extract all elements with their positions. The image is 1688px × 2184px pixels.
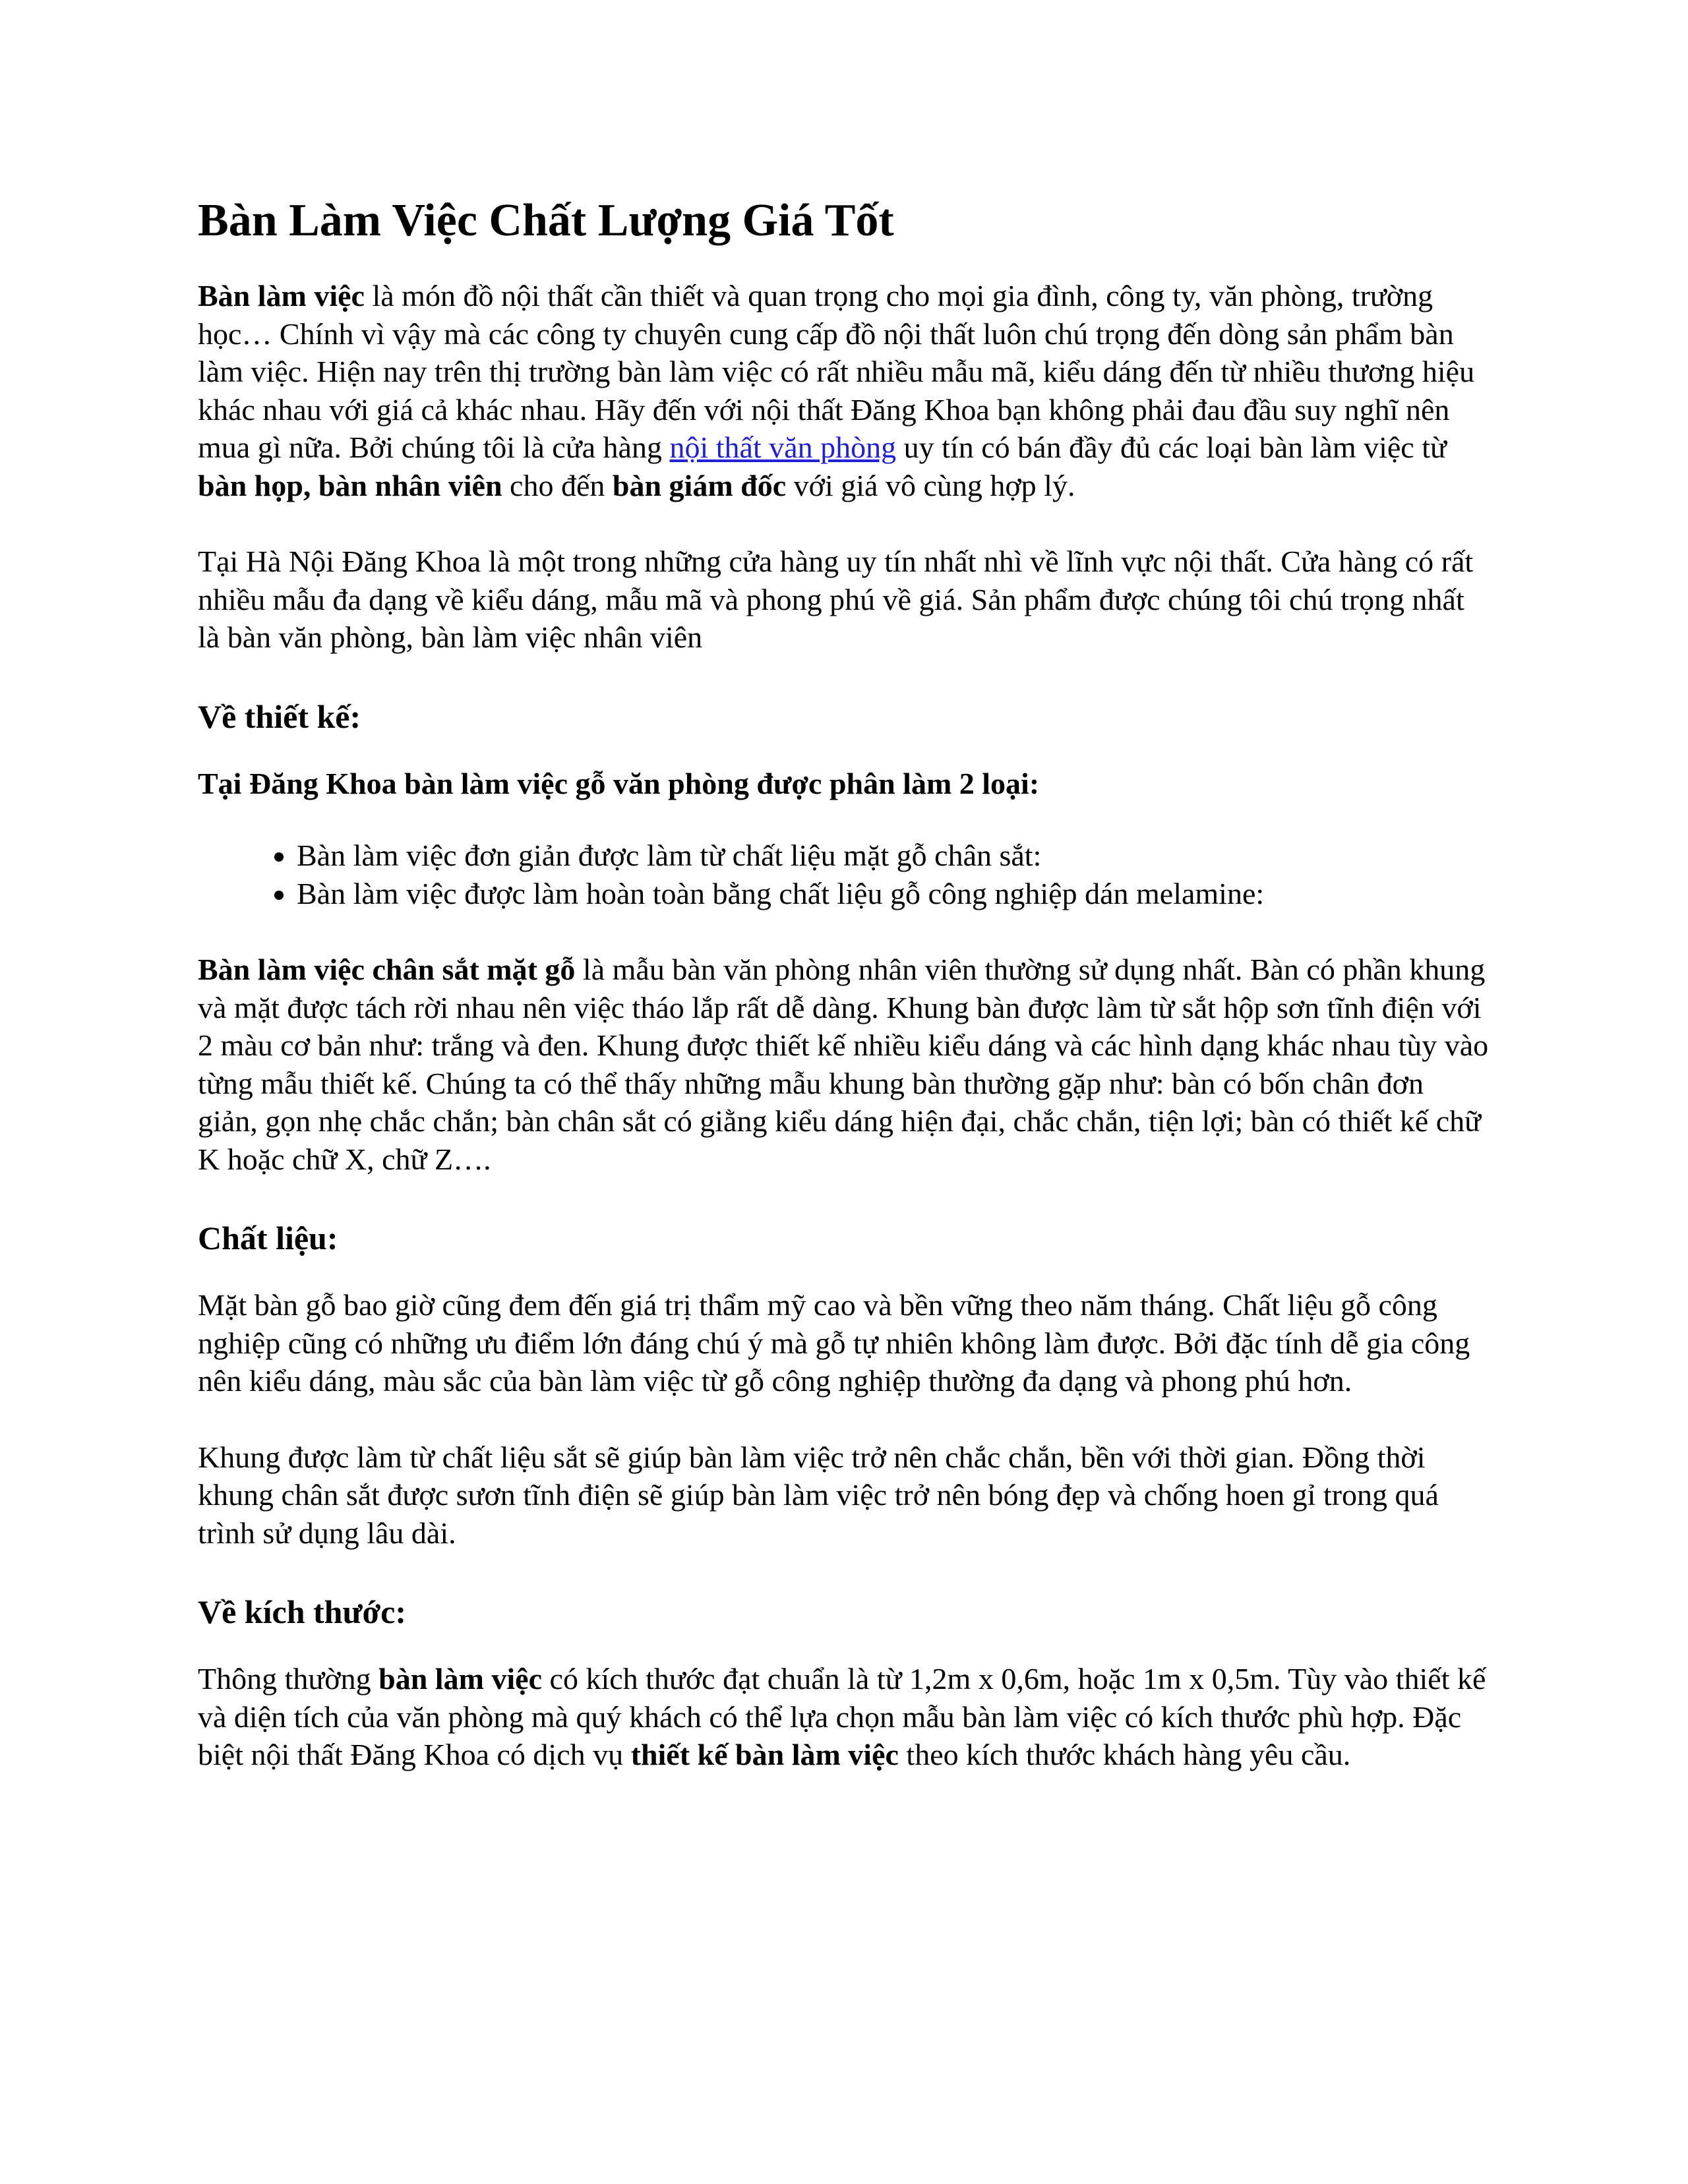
design-text: là mẫu bàn văn phòng nhân viên thường sử dụng nhất. Bàn có phần khung và mặt được tách rời nhau nên việc tháo lắp rất dễ dàng. Khung bàn được làm từ sắt hộp sơn tĩnh điện với 2 màu cơ bản như: trắng và đen. Khung được thiết kế nhiều kiểu dáng và các hình dạng khác nhau tùy vào từng mẫu thiết kế. Chúng ta có thể thấy những mẫu khung bàn thường gặp như: bàn có bốn chân đơn giản, gọn nhẹ chắc chắn; bàn chân sắt có giằng kiểu dáng hiện đại, chắc chắn, tiện lợi; bàn có thiết kế chữ K hoặc chữ X, chữ Z…. (198, 953, 1489, 1176)
material-paragraph-1: Mặt bàn gỗ bao giờ cũng đem đến giá trị thẩm mỹ cao và bền vững theo năm tháng. Chất liệu gỗ công nghiệp cũng có những ưu điểm lớn đáng chú ý mà gỗ tự nhiên không làm được. Bởi đặc tính dễ gia công nên kiểu dáng, màu sắc của bàn làm việc từ gỗ công nghiệp thường đa dạng và phong phú hơn. (198, 1288, 1470, 1398)
size-heading: Về kích thước: (198, 1593, 406, 1630)
intro-bold-ban-lam-viec: Bàn làm việc (198, 279, 365, 312)
intro-bold-ban-hop: bàn họp, bàn nhân viên (198, 468, 502, 502)
size-text-1: Thông thường (198, 1662, 379, 1696)
intro-paragraph (198, 277, 1490, 504)
list-item: • Bàn làm việc đơn giản được làm từ chất liệu mặt gỗ chân sắt: (297, 837, 1490, 875)
list-item: • Bàn làm việc được làm hoàn toàn bằng chất liệu gỗ công nghiệp dán melamine: (297, 875, 1490, 913)
material-paragraph-2: Khung được làm từ chất liệu sắt sẽ giúp bàn làm việc trở nên chắc chắn, bền với thời gian. Đồng thời khung chân sắt được sươn tĩnh điện sẽ giúp bàn làm việc trở nên bóng đẹp và chống hoen gỉ trong quá trình sử dụng lâu dài. (198, 1440, 1439, 1550)
size-text-3: theo kích thước khách hàng yêu cầu. (898, 1738, 1351, 1771)
design-bold-lead: Bàn làm việc chân sắt mặt gỗ (198, 953, 576, 986)
size-text-2: có kích thước đạt chuẩn là từ 1,2m x 0,6m, hoặc 1m x 0,5m. Tùy vào thiết kế và diện tích của văn phòng mà quý khách có thể lựa chọn mẫu bàn làm việc có kích thước phù hợp. Đặc biệt nội thất Đăng Khoa có dịch vụ (198, 1662, 1486, 1771)
intro-text-2: uy tín có bán đầy đủ các loại bàn làm việc từ (896, 430, 1447, 464)
design-subheading: Tại Đăng Khoa bàn làm việc gỗ văn phòng được phân làm 2 loại: (198, 766, 1040, 800)
intro-text-1: là món đồ nội thất cần thiết và quan trọng cho mọi gia đình, công ty, văn phòng, trường học… Chính vì vậy mà các công ty chuyên cung cấp đồ nội thất luôn chú trọng đến dòng sản phẩm bàn làm việc. Hiện nay trên thị trường bàn làm việc có rất nhiều mẫu mã, kiểu dáng đến từ nhiều thương hiệu khác nhau với giá cả khác nhau. Hãy đến với nội thất Đăng Khoa bạn không phải đau đầu suy nghĩ nên mua gì nữa. Bởi chúng tôi là cửa hàng (198, 279, 1475, 464)
design-paragraph (198, 951, 1490, 1178)
design-type-list (198, 837, 1490, 912)
document-page (198, 191, 1490, 1812)
page-title: Bàn Làm Việc Chất Lượng Giá Tốt (198, 195, 894, 246)
design-heading: Về thiết kế: (198, 697, 361, 735)
size-paragraph (198, 1660, 1490, 1774)
size-bold-thiet-ke: thiết kế bàn làm việc (630, 1738, 899, 1771)
intro-text-3: cho đến (502, 468, 613, 502)
intro-bold-ban-giam-doc: bàn giám đốc (612, 468, 787, 502)
noi-that-van-phong-link[interactable]: nội thất văn phòng (669, 430, 897, 464)
intro-text-4: với giá vô cùng hợp lý. (786, 468, 1075, 502)
size-bold-ban-lam-viec: bàn làm việc (378, 1662, 543, 1696)
material-heading: Chất liệu: (198, 1220, 338, 1256)
hanoi-paragraph: Tại Hà Nội Đăng Khoa là một trong những cửa hàng uy tín nhất nhì về lĩnh vực nội thất. Cửa hàng có rất nhiều mẫu đa dạng về kiểu dáng, mẫu mã và phong phú về giá. Sản phẩm được chúng tôi chú trọng nhất là bàn văn phòng, bàn làm việc nhân viên (198, 545, 1474, 654)
